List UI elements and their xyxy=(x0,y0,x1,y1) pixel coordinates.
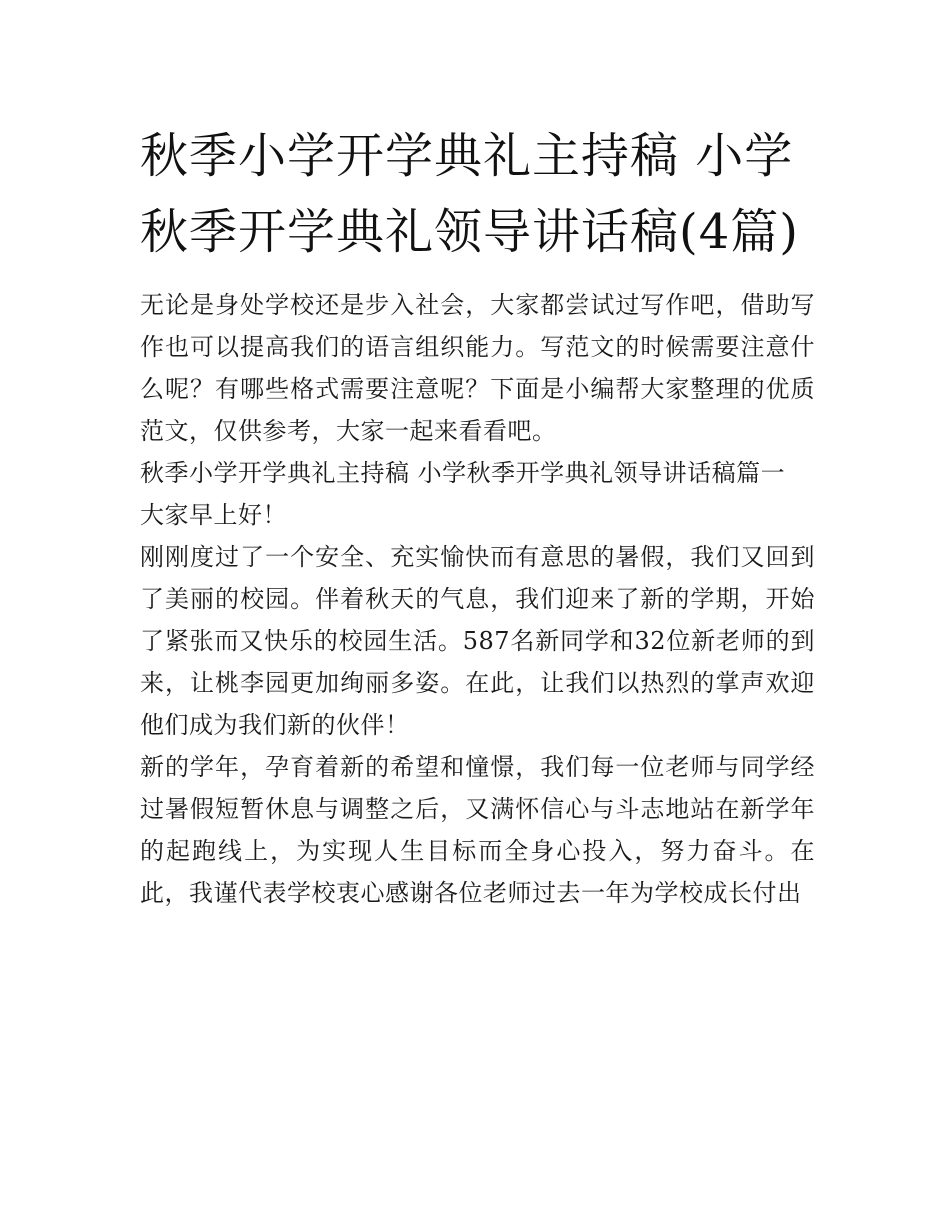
section-heading: 秋季小学开学典礼主持稿 小学秋季开学典礼领导讲话稿篇一 xyxy=(140,459,786,487)
document-body xyxy=(140,284,815,914)
body-paragraph: 新的学年，孕育着新的希望和憧憬，我们每一位老师与同学经过暑假短暂休息与调整之后，又满怀信心与斗志地站在新学年的起跑线上，为实现人生目标而全身心投入，努力奋斗。在此，我谨代表学校衷心感谢各位老师过去一年为学校成长付出 xyxy=(140,753,815,907)
body-paragraph: 刚刚度过了一个安全、充实愉快而有意思的暑假，我们又回到了美丽的校园。伴着秋天的气息，我们迎来了新的学期，开始了紧张而又快乐的校园生活。587名新同学和32位新老师的到来，让桃李园更加绚丽多姿。在此，让我们以热烈的掌声欢迎他们成为我们新的伙伴！ xyxy=(140,543,815,739)
document-title: 秋季小学开学典礼主持稿 小学秋季开学典礼领导讲话稿(4篇) xyxy=(140,128,799,260)
document-content xyxy=(140,118,815,914)
intro-paragraph: 无论是身处学校还是步入社会，大家都尝试过写作吧，借助写作也可以提高我们的语言组织能力。写范文的时候需要注意什么呢？有哪些格式需要注意呢？下面是小编帮大家整理的优质范文，仅供参考，大家一起来看看吧。 xyxy=(140,291,815,445)
greeting-paragraph: 大家早上好！ xyxy=(140,501,287,529)
